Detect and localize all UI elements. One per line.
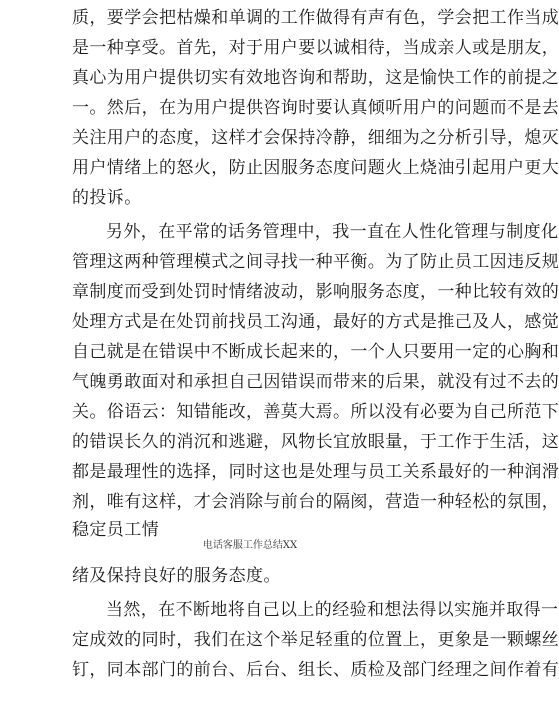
text-line: 定成效的同时，我们在这个举足轻重的位置上，更象是一颗螺丝 — [72, 630, 559, 650]
text-line: 关注用户的态度，这样才会保持冷静，细细为之分析引导，熄灭 — [72, 128, 559, 148]
text-line: 用户情绪上的怒火，防止因服务态度问题火上烧油引起用户更大 — [72, 158, 559, 178]
text-line: 的投诉。 — [72, 188, 142, 208]
text-line: 的错误长久的消沉和逃避，风物长宜放眼量，于工作于生活，这 — [72, 432, 559, 452]
text-line: 气魄勇敢面对和承担自己因错误而带来的后果，就没有过不去的 — [72, 372, 559, 392]
page-footer: 电话客服工作总结XX — [202, 540, 298, 551]
text-line: 自己就是在错误中不断成长起来的，一个人只要用一定的心胸和 — [72, 342, 559, 362]
text-line: 稳定员工情 — [72, 520, 159, 540]
text-line: 一。然后，在为用户提供咨询时要认真倾听用户的问题而不是去 — [72, 98, 559, 118]
text-line: 关。俗语云：知错能改，善莫大焉。所以没有必要为自己所范下 — [72, 402, 559, 422]
text-line: 真心为用户提供切实有效地咨询和帮助，这是愉快工作的前提之 — [72, 68, 559, 88]
text-line: 都是最理性的选择，同时这也是处理与员工关系最好的一种润滑 — [72, 462, 559, 482]
text-line: 当然，在不断地将自己以上的经验和想法得以实施并取得一 — [106, 600, 559, 620]
text-line: 剂，唯有这样，才会消除与前台的隔阂，营造一种轻松的氛围， — [72, 492, 559, 512]
text-line: 是一种享受。首先，对于用户要以诚相待，当成亲人或是朋友， — [72, 38, 559, 58]
text-line: 章制度而受到处罚时情绪波动，影响服务态度，一种比较有效的 — [72, 282, 559, 302]
text-line: 质，要学会把枯燥和单调的工作做得有声有色，学会把工作当成 — [72, 8, 559, 28]
text-line: 钉，同本部门的前台、后台、组长、质检及部门经理之间作着有 — [72, 660, 559, 680]
text-line: 另外，在平常的话务管理中，我一直在人性化管理与制度化 — [106, 222, 559, 242]
text-line: 管理这两种管理模式之间寻找一种平衡。为了防止员工因违反规 — [72, 252, 559, 272]
text-line: 处理方式是在处罚前找员工沟通，最好的方式是推己及人，感觉 — [72, 312, 559, 332]
text-line: 绪及保持良好的服务态度。 — [72, 566, 281, 586]
